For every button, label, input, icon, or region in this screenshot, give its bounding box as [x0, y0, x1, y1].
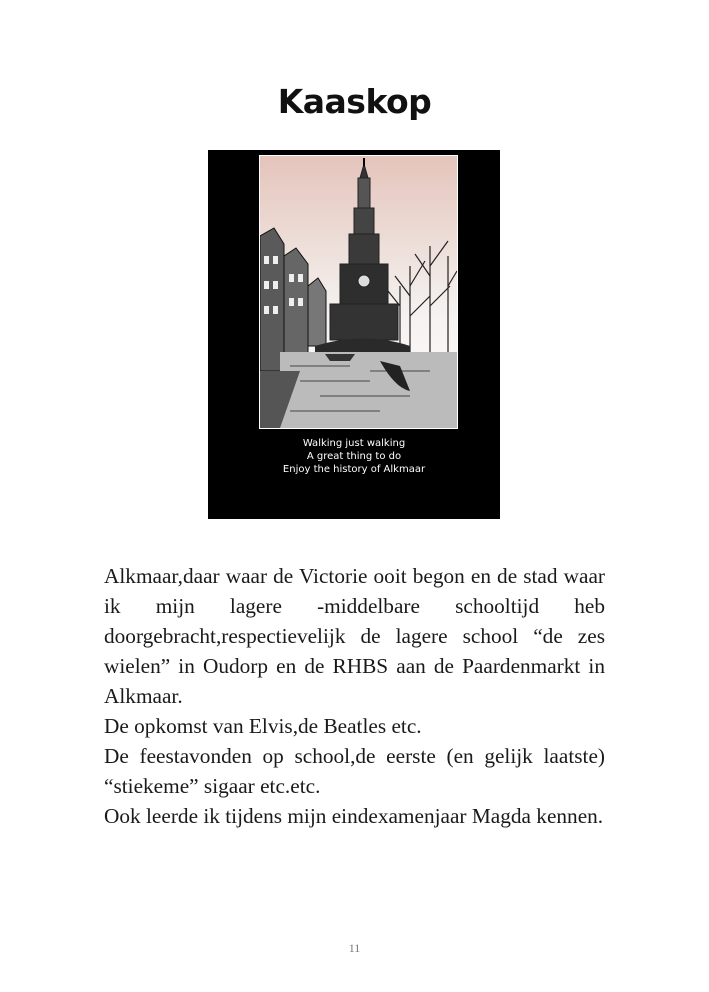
- caption-line: Walking just walking: [302, 438, 406, 449]
- poster-caption: [208, 437, 500, 476]
- paragraph: Ook leerde ik tijdens mijn eindexamenjaar Magda kennen.: [104, 804, 604, 828]
- paragraph: Alkmaar,daar waar de Victorie ooit begon en de stad waar ik mijn lagere -middelbare schooltijd heb doorgebracht,respectievelijk de lagere school “de zes wielen” in Oudorp en de RHBS aan de Paardenmarkt in Alkmaar.: [104, 564, 605, 708]
- page-number: 11: [348, 941, 361, 955]
- paragraph: De opkomst van Elvis,de Beatles etc.: [104, 714, 422, 738]
- alkmaar-canal-sketch-icon: [259, 155, 458, 429]
- caption-line: Enjoy the history of Alkmaar: [282, 464, 426, 475]
- caption-line: A great thing to do: [306, 451, 402, 462]
- paragraph: De feestavonden op school,de eerste (en gelijk laatste) “stiekeme” sigaar etc.etc.: [104, 744, 605, 798]
- body-text: [104, 561, 605, 831]
- poster-image: [208, 150, 500, 519]
- page-title: Kaaskop: [277, 82, 432, 121]
